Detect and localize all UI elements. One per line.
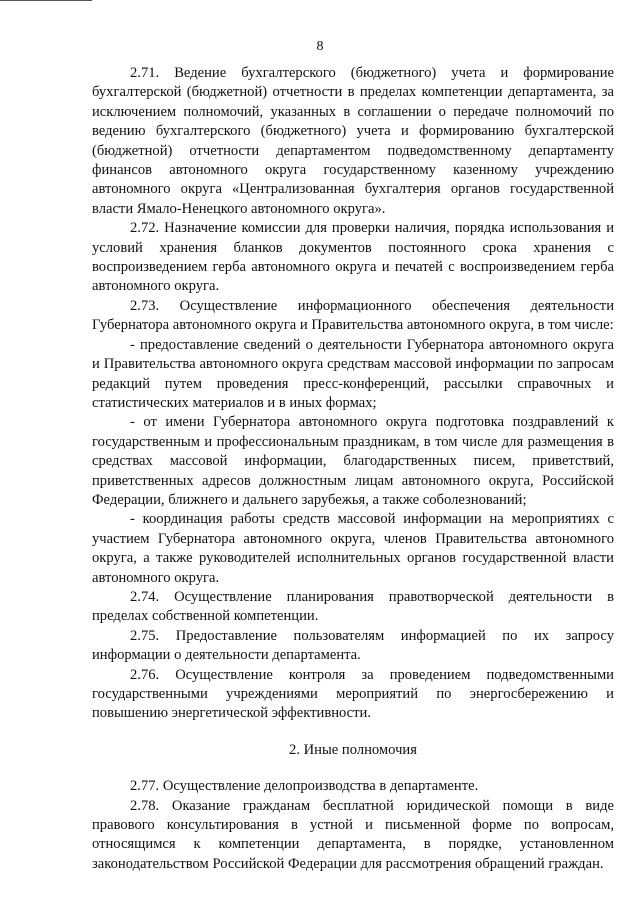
paragraph-2-78: 2.78. Оказание гражданам бесплатной юридической помощи в виде правового консультирования в устной и письменной форме по вопросам, относящимся к компетенции департамента, в порядке, установленном законодательством Российской Федерации для рассмотрения обращений граждан. (92, 797, 614, 872)
paragraph-2-71: 2.71. Ведение бухгалтерского (бюджетного) учета и формирование бухгалтерской (бюджетной) отчетности в пределах компетенции департамента, за исключением полномочий, указанных в соглашении о передаче полномочий по ведению бухгалтерского (бюджетного) учета и формированию бухгалтерской (бюджетной) отчетности департаментом подведомственному департаменту финансов автономного округа государственному казенному учреждению автономного округа «Централизованная бухгалтерия органов государственной власти Ямало-Ненецкого автономного округа». (92, 65, 614, 217)
list-item-press-info: - предоставление сведений о деятельности Губернатора автономного округа и Правительства автономного округа средствам массовой информации по запросам редакций путем проведения пресс-конференций, рассылки справочных и статистических материалов и в иных формах; (92, 336, 614, 411)
list-item-greetings: - от имени Губернатора автономного округа подготовка поздравлений к государственным и профессиональным праздникам, в том числе для размещения в средствах массовой информации, благодарственных писем, приветствий, приветственных адресов должностным лицам автономного округа, Российской Федерации, ближнего и дальнего зарубежья, а также соболезнований; (92, 414, 614, 508)
section-heading: 2. Иные полномочия (289, 741, 417, 758)
document-body (92, 64, 614, 874)
list-item-media-coordination: - координация работы средств массовой информации на мероприятиях с участием Губернатора автономного округа, членов Правительства автономного округа, а также руководителей исполнительных органов государственной власти автономного округа. (92, 511, 614, 586)
paragraph-2-74: 2.74. Осуществление планирования правотворческой деятельности в пределах собственной компетенции. (92, 588, 614, 625)
paragraph-2-75: 2.75. Предоставление пользователям информацией по их запросу информации о деятельности департамента. (92, 627, 614, 664)
top-edge-line (0, 0, 92, 1)
paragraph-2-76: 2.76. Осуществление контроля за проведением подведомственными государственными учреждениями мероприятий по энергосбережению и повышению энергетической эффективности. (92, 666, 614, 722)
paragraph-2-72: 2.72. Назначение комиссии для проверки наличия, порядка использования и условий хранения бланков документов постоянного срока хранения с воспроизведением герба автономного округа и печатей с воспроизведением герба автономного округа. (92, 220, 614, 295)
page-number: 8 (316, 39, 324, 54)
paragraph-2-77: 2.77. Осуществление делопроизводства в департаменте. (130, 778, 479, 795)
paragraph-2-73: 2.73. Осуществление информационного обеспечения деятельности Губернатора автономного округа и Правительства автономного округа, в том числе: (92, 297, 614, 334)
